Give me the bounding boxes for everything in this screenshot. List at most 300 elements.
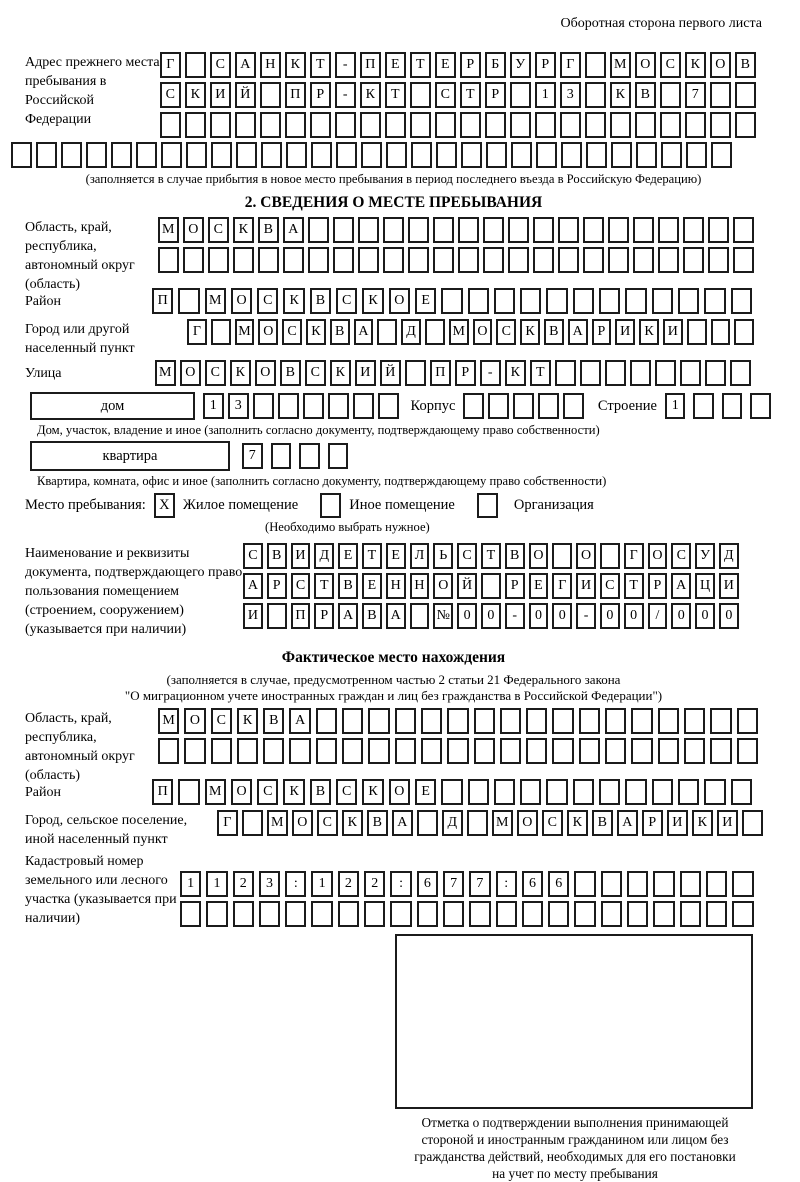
char-cell[interactable]: [435, 112, 456, 138]
char-cell[interactable]: [704, 288, 725, 314]
char-cell[interactable]: П: [360, 52, 381, 78]
char-cell[interactable]: [410, 603, 430, 629]
char-cell[interactable]: [636, 142, 657, 168]
char-cell[interactable]: Р: [314, 603, 334, 629]
char-cell[interactable]: [378, 393, 399, 419]
char-cell[interactable]: [583, 247, 604, 273]
char-cell[interactable]: Е: [415, 779, 436, 805]
char-cell[interactable]: Е: [385, 52, 406, 78]
char-cell[interactable]: [285, 901, 306, 927]
char-cell[interactable]: Н: [260, 52, 281, 78]
char-cell[interactable]: [708, 247, 729, 273]
char-cell[interactable]: №: [433, 603, 453, 629]
char-cell[interactable]: И: [667, 810, 688, 836]
char-cell[interactable]: [390, 901, 411, 927]
char-cell[interactable]: Г: [624, 543, 644, 569]
char-cell[interactable]: [683, 217, 704, 243]
char-cell[interactable]: [260, 112, 281, 138]
char-cell[interactable]: [286, 142, 307, 168]
char-cell[interactable]: [206, 901, 227, 927]
char-cell[interactable]: [417, 901, 438, 927]
char-cell[interactable]: [599, 288, 620, 314]
char-cell[interactable]: [500, 738, 521, 764]
char-cell[interactable]: [601, 871, 622, 897]
char-cell[interactable]: 1: [535, 82, 556, 108]
char-cell[interactable]: Е: [362, 573, 382, 599]
char-cell[interactable]: [311, 901, 332, 927]
char-cell[interactable]: М: [267, 810, 288, 836]
char-cell[interactable]: С: [671, 543, 691, 569]
char-cell[interactable]: [481, 573, 501, 599]
char-cell[interactable]: К: [342, 810, 363, 836]
char-cell[interactable]: Е: [415, 288, 436, 314]
char-cell[interactable]: О: [231, 779, 252, 805]
char-cell[interactable]: [253, 393, 274, 419]
char-cell[interactable]: [443, 901, 464, 927]
char-cell[interactable]: [710, 738, 731, 764]
char-cell[interactable]: [608, 217, 629, 243]
char-cell[interactable]: 0: [695, 603, 715, 629]
char-cell[interactable]: [308, 217, 329, 243]
char-cell[interactable]: Т: [385, 82, 406, 108]
char-cell[interactable]: К: [306, 319, 326, 345]
char-cell[interactable]: -: [335, 82, 356, 108]
char-cell[interactable]: Т: [624, 573, 644, 599]
char-cell[interactable]: [520, 779, 541, 805]
char-cell[interactable]: В: [310, 288, 331, 314]
char-cell[interactable]: П: [152, 779, 173, 805]
char-cell[interactable]: [210, 112, 231, 138]
char-cell[interactable]: [11, 142, 32, 168]
char-cell[interactable]: [658, 247, 679, 273]
char-cell[interactable]: [408, 217, 429, 243]
char-cell[interactable]: [558, 247, 579, 273]
char-cell[interactable]: О: [183, 217, 204, 243]
char-cell[interactable]: Т: [310, 52, 331, 78]
char-cell[interactable]: [283, 247, 304, 273]
char-cell[interactable]: [260, 82, 281, 108]
char-cell[interactable]: [627, 901, 648, 927]
char-cell[interactable]: И: [291, 543, 311, 569]
char-cell[interactable]: [494, 779, 515, 805]
char-cell[interactable]: [561, 142, 582, 168]
char-cell[interactable]: К: [362, 288, 383, 314]
char-cell[interactable]: [750, 393, 771, 419]
char-cell[interactable]: [441, 288, 462, 314]
char-cell[interactable]: С: [600, 573, 620, 599]
char-cell[interactable]: [184, 738, 205, 764]
char-cell[interactable]: [510, 112, 531, 138]
char-cell[interactable]: 0: [719, 603, 739, 629]
char-cell[interactable]: [625, 288, 646, 314]
char-cell[interactable]: [600, 543, 620, 569]
char-cell[interactable]: Т: [460, 82, 481, 108]
char-cell[interactable]: С: [291, 573, 311, 599]
char-cell[interactable]: [368, 738, 389, 764]
char-cell[interactable]: [522, 901, 543, 927]
char-cell[interactable]: 0: [600, 603, 620, 629]
char-cell[interactable]: 7: [685, 82, 706, 108]
char-cell[interactable]: И: [355, 360, 376, 386]
char-cell[interactable]: С: [435, 82, 456, 108]
char-cell[interactable]: [680, 871, 701, 897]
char-cell[interactable]: [655, 360, 676, 386]
char-cell[interactable]: [734, 319, 754, 345]
char-cell[interactable]: [278, 393, 299, 419]
char-cell[interactable]: К: [233, 217, 254, 243]
char-cell[interactable]: [474, 708, 495, 734]
char-cell[interactable]: М: [205, 288, 226, 314]
char-cell[interactable]: [535, 112, 556, 138]
char-cell[interactable]: В: [258, 217, 279, 243]
char-cell[interactable]: М: [492, 810, 513, 836]
char-cell[interactable]: [579, 738, 600, 764]
char-cell[interactable]: [552, 543, 572, 569]
char-cell[interactable]: 7: [469, 871, 490, 897]
char-cell[interactable]: К: [230, 360, 251, 386]
char-cell[interactable]: [233, 901, 254, 927]
char-cell[interactable]: [601, 901, 622, 927]
char-cell[interactable]: С: [457, 543, 477, 569]
char-cell[interactable]: [364, 901, 385, 927]
char-cell[interactable]: [408, 247, 429, 273]
char-cell[interactable]: К: [283, 779, 304, 805]
char-cell[interactable]: Г: [160, 52, 181, 78]
char-cell[interactable]: М: [158, 708, 179, 734]
char-cell[interactable]: [722, 393, 743, 419]
char-cell[interactable]: [178, 288, 199, 314]
char-cell[interactable]: [271, 443, 292, 469]
char-cell[interactable]: [730, 360, 751, 386]
char-cell[interactable]: П: [152, 288, 173, 314]
char-cell[interactable]: К: [283, 288, 304, 314]
char-cell[interactable]: В: [544, 319, 564, 345]
char-cell[interactable]: О: [389, 288, 410, 314]
char-cell[interactable]: Д: [719, 543, 739, 569]
char-cell[interactable]: [546, 288, 567, 314]
char-cell[interactable]: [425, 319, 445, 345]
char-cell[interactable]: К: [285, 52, 306, 78]
char-cell[interactable]: [461, 142, 482, 168]
char-cell[interactable]: У: [695, 543, 715, 569]
char-cell[interactable]: Р: [455, 360, 476, 386]
char-cell[interactable]: [633, 217, 654, 243]
char-cell[interactable]: С: [336, 288, 357, 314]
char-cell[interactable]: В: [505, 543, 525, 569]
char-cell[interactable]: 2: [233, 871, 254, 897]
char-cell[interactable]: О: [710, 52, 731, 78]
char-cell[interactable]: [731, 288, 752, 314]
char-cell[interactable]: Р: [310, 82, 331, 108]
char-cell[interactable]: [611, 142, 632, 168]
char-cell[interactable]: К: [685, 52, 706, 78]
char-cell[interactable]: [383, 247, 404, 273]
char-cell[interactable]: [579, 708, 600, 734]
char-cell[interactable]: К: [505, 360, 526, 386]
char-cell[interactable]: [526, 738, 547, 764]
char-cell[interactable]: [158, 738, 179, 764]
char-cell[interactable]: [458, 247, 479, 273]
char-cell[interactable]: А: [338, 603, 358, 629]
char-cell[interactable]: Т: [410, 52, 431, 78]
char-cell[interactable]: [533, 217, 554, 243]
char-cell[interactable]: 0: [624, 603, 644, 629]
char-cell[interactable]: [310, 112, 331, 138]
char-cell[interactable]: [185, 112, 206, 138]
char-cell[interactable]: О: [180, 360, 201, 386]
char-cell[interactable]: С: [160, 82, 181, 108]
char-cell[interactable]: Р: [505, 573, 525, 599]
char-cell[interactable]: [342, 708, 363, 734]
char-cell[interactable]: [708, 217, 729, 243]
char-cell[interactable]: А: [354, 319, 374, 345]
char-cell[interactable]: [436, 142, 457, 168]
char-cell[interactable]: В: [263, 708, 284, 734]
char-cell[interactable]: [574, 901, 595, 927]
char-cell[interactable]: 1: [665, 393, 686, 419]
checkbox-residential[interactable]: X: [154, 493, 175, 518]
char-cell[interactable]: [235, 112, 256, 138]
char-cell[interactable]: [658, 738, 679, 764]
char-cell[interactable]: Е: [338, 543, 358, 569]
char-cell[interactable]: [580, 360, 601, 386]
char-cell[interactable]: Й: [457, 573, 477, 599]
char-cell[interactable]: [458, 217, 479, 243]
char-cell[interactable]: [548, 901, 569, 927]
char-cell[interactable]: [311, 142, 332, 168]
char-cell[interactable]: [733, 247, 754, 273]
char-cell[interactable]: [574, 871, 595, 897]
char-cell[interactable]: [289, 738, 310, 764]
char-cell[interactable]: [683, 247, 704, 273]
char-cell[interactable]: Д: [314, 543, 334, 569]
char-cell[interactable]: Р: [460, 52, 481, 78]
char-cell[interactable]: С: [542, 810, 563, 836]
char-cell[interactable]: [467, 810, 488, 836]
char-cell[interactable]: [468, 288, 489, 314]
char-cell[interactable]: :: [496, 871, 517, 897]
char-cell[interactable]: О: [517, 810, 538, 836]
char-cell[interactable]: -: [480, 360, 501, 386]
char-cell[interactable]: С: [305, 360, 326, 386]
char-cell[interactable]: [160, 112, 181, 138]
char-cell[interactable]: [211, 738, 232, 764]
char-cell[interactable]: [685, 112, 706, 138]
char-cell[interactable]: А: [283, 217, 304, 243]
char-cell[interactable]: [410, 112, 431, 138]
char-cell[interactable]: [633, 247, 654, 273]
char-cell[interactable]: К: [567, 810, 588, 836]
char-cell[interactable]: К: [237, 708, 258, 734]
char-cell[interactable]: [585, 82, 606, 108]
char-cell[interactable]: В: [330, 319, 350, 345]
char-cell[interactable]: 6: [522, 871, 543, 897]
char-cell[interactable]: [552, 738, 573, 764]
char-cell[interactable]: [500, 708, 521, 734]
char-cell[interactable]: Т: [362, 543, 382, 569]
char-cell[interactable]: 2: [338, 871, 359, 897]
char-cell[interactable]: [433, 247, 454, 273]
char-cell[interactable]: [336, 142, 357, 168]
char-cell[interactable]: [158, 247, 179, 273]
char-cell[interactable]: Г: [187, 319, 207, 345]
char-cell[interactable]: [732, 871, 753, 897]
char-cell[interactable]: [395, 738, 416, 764]
char-cell[interactable]: Р: [267, 573, 287, 599]
char-cell[interactable]: [267, 603, 287, 629]
char-cell[interactable]: [377, 319, 397, 345]
char-cell[interactable]: О: [529, 543, 549, 569]
char-cell[interactable]: [411, 142, 432, 168]
char-cell[interactable]: [693, 393, 714, 419]
char-cell[interactable]: Д: [442, 810, 463, 836]
char-cell[interactable]: [710, 82, 731, 108]
char-cell[interactable]: С: [210, 52, 231, 78]
char-cell[interactable]: А: [617, 810, 638, 836]
char-cell[interactable]: -: [335, 52, 356, 78]
char-cell[interactable]: Т: [314, 573, 334, 599]
char-cell[interactable]: [136, 142, 157, 168]
char-cell[interactable]: [599, 779, 620, 805]
char-cell[interactable]: [299, 443, 320, 469]
char-cell[interactable]: [573, 779, 594, 805]
char-cell[interactable]: [178, 779, 199, 805]
char-cell[interactable]: О: [231, 288, 252, 314]
char-cell[interactable]: В: [338, 573, 358, 599]
char-cell[interactable]: В: [267, 543, 287, 569]
char-cell[interactable]: [737, 708, 758, 734]
char-cell[interactable]: К: [362, 779, 383, 805]
char-cell[interactable]: [660, 82, 681, 108]
char-cell[interactable]: С: [257, 288, 278, 314]
char-cell[interactable]: [704, 779, 725, 805]
char-cell[interactable]: [328, 443, 349, 469]
char-cell[interactable]: [463, 393, 484, 419]
char-cell[interactable]: [303, 393, 324, 419]
char-cell[interactable]: [333, 247, 354, 273]
char-cell[interactable]: [585, 112, 606, 138]
char-cell[interactable]: [520, 288, 541, 314]
char-cell[interactable]: [395, 708, 416, 734]
char-cell[interactable]: 1: [311, 871, 332, 897]
char-cell[interactable]: [328, 393, 349, 419]
char-cell[interactable]: [386, 142, 407, 168]
char-cell[interactable]: Ц: [695, 573, 715, 599]
char-cell[interactable]: И: [615, 319, 635, 345]
char-cell[interactable]: [737, 738, 758, 764]
char-cell[interactable]: 0: [552, 603, 572, 629]
char-cell[interactable]: [625, 779, 646, 805]
char-cell[interactable]: [316, 738, 337, 764]
char-cell[interactable]: [494, 288, 515, 314]
char-cell[interactable]: А: [289, 708, 310, 734]
char-cell[interactable]: -: [505, 603, 525, 629]
char-cell[interactable]: [678, 779, 699, 805]
char-cell[interactable]: [735, 112, 756, 138]
char-cell[interactable]: В: [635, 82, 656, 108]
checkbox-organization[interactable]: [477, 493, 498, 518]
char-cell[interactable]: [533, 247, 554, 273]
char-cell[interactable]: [653, 871, 674, 897]
char-cell[interactable]: С: [317, 810, 338, 836]
char-cell[interactable]: К: [639, 319, 659, 345]
char-cell[interactable]: 2: [364, 871, 385, 897]
char-cell[interactable]: А: [235, 52, 256, 78]
char-cell[interactable]: [468, 779, 489, 805]
char-cell[interactable]: Р: [592, 319, 612, 345]
char-cell[interactable]: Е: [386, 543, 406, 569]
char-cell[interactable]: А: [671, 573, 691, 599]
char-cell[interactable]: И: [243, 603, 263, 629]
char-cell[interactable]: 7: [443, 871, 464, 897]
char-cell[interactable]: [536, 142, 557, 168]
char-cell[interactable]: [711, 142, 732, 168]
char-cell[interactable]: И: [576, 573, 596, 599]
char-cell[interactable]: [586, 142, 607, 168]
char-cell[interactable]: 3: [259, 871, 280, 897]
char-cell[interactable]: [710, 112, 731, 138]
char-cell[interactable]: [705, 360, 726, 386]
char-cell[interactable]: [405, 360, 426, 386]
char-cell[interactable]: М: [235, 319, 255, 345]
char-cell[interactable]: [361, 142, 382, 168]
char-cell[interactable]: 6: [548, 871, 569, 897]
char-cell[interactable]: [335, 112, 356, 138]
char-cell[interactable]: [208, 247, 229, 273]
char-cell[interactable]: О: [648, 543, 668, 569]
char-cell[interactable]: [585, 52, 606, 78]
char-cell[interactable]: [511, 142, 532, 168]
char-cell[interactable]: [732, 901, 753, 927]
char-cell[interactable]: [526, 708, 547, 734]
char-cell[interactable]: [608, 247, 629, 273]
char-cell[interactable]: [316, 708, 337, 734]
char-cell[interactable]: В: [362, 603, 382, 629]
char-cell[interactable]: [180, 901, 201, 927]
char-cell[interactable]: И: [663, 319, 683, 345]
char-cell[interactable]: Ь: [433, 543, 453, 569]
char-cell[interactable]: 0: [481, 603, 501, 629]
char-cell[interactable]: М: [205, 779, 226, 805]
char-cell[interactable]: [421, 708, 442, 734]
char-cell[interactable]: 0: [671, 603, 691, 629]
char-cell[interactable]: [460, 112, 481, 138]
char-cell[interactable]: Г: [552, 573, 572, 599]
char-cell[interactable]: [338, 901, 359, 927]
char-cell[interactable]: 0: [529, 603, 549, 629]
char-cell[interactable]: Й: [235, 82, 256, 108]
char-cell[interactable]: К: [330, 360, 351, 386]
char-cell[interactable]: Т: [530, 360, 551, 386]
char-cell[interactable]: [687, 319, 707, 345]
char-cell[interactable]: О: [255, 360, 276, 386]
char-cell[interactable]: [211, 142, 232, 168]
char-cell[interactable]: [510, 82, 531, 108]
char-cell[interactable]: [635, 112, 656, 138]
char-cell[interactable]: [706, 871, 727, 897]
char-cell[interactable]: [583, 217, 604, 243]
char-cell[interactable]: [630, 360, 651, 386]
char-cell[interactable]: С: [282, 319, 302, 345]
char-cell[interactable]: О: [635, 52, 656, 78]
char-cell[interactable]: О: [473, 319, 493, 345]
char-cell[interactable]: [474, 738, 495, 764]
char-cell[interactable]: О: [389, 779, 410, 805]
char-cell[interactable]: 1: [180, 871, 201, 897]
char-cell[interactable]: И: [719, 573, 739, 599]
char-cell[interactable]: Е: [529, 573, 549, 599]
char-cell[interactable]: [605, 738, 626, 764]
